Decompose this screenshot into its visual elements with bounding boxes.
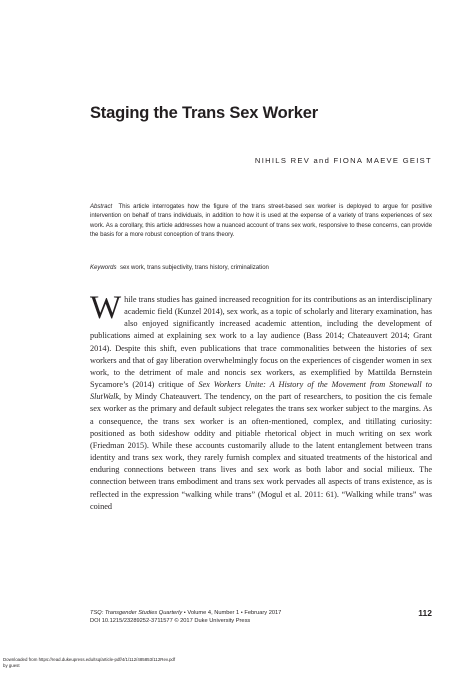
cited-book-title: Sex Workers Unite: A History of the Movement from Stonewall to SlutWalk xyxy=(90,380,432,402)
journal-citation xyxy=(90,609,432,617)
body-paragraph xyxy=(90,290,432,513)
body-text-part-1: hile trans studies has gained increased recognition for its contributions as an interdisciplinary academic field (Kunzel 2014), sex work, as a topic of scholarly and literary examination, has also enjoyed significantly increased academic attention, including the development of publications aimed at explaining sex work to a lay audience (Bass 2014; Chateauvert 2014; Grant 2014). Despite this shift, even publications that trace commonalities between the histories of sex workers and that of gay liberation overwhelmingly focus on the experiences of cisgender women in sex work, to the detriment of male and noncis sex workers, as exemplified by Mattilda Bernstein Sycamore’s (2014) critique of xyxy=(90,295,432,390)
article-title: Staging the Trans Sex Worker xyxy=(90,104,318,122)
journal-issue: • Volume 4, Number 1 • February 2017 xyxy=(182,610,282,616)
drop-cap: W xyxy=(90,290,122,326)
abstract xyxy=(90,203,432,240)
keywords xyxy=(90,264,432,273)
keywords-label: Keywords xyxy=(90,265,117,271)
page-number: 112 xyxy=(418,608,432,618)
abstract-label: Abstract xyxy=(90,204,113,210)
download-note xyxy=(3,657,303,669)
article-authors: NIHILS REV and FIONA MAEVE GEIST xyxy=(254,156,432,165)
body-section xyxy=(90,290,432,513)
abstract-text: This article interrogates how the figure of the trans street-based sex worker is deployed to argue for positive intervention on behalf of trans individuals, in addition to how it is used at the expense of a variety of trans experiences of sex work. As a corollary, this article addresses how a nuanced account of trans sex work, responsive to these concerns, can provide the basis for a more robust conception of trans theory. xyxy=(90,204,432,238)
doi-copyright: DOI 10.1215/23289252-3711577 © 2017 Duke University Press xyxy=(90,618,251,624)
download-url: Downloaded from https://read.dukeupress.edu/tsq/article-pdf/4/1/112/485853/112Rev.pdf xyxy=(3,657,176,662)
journal-name: TSQ: Transgender Studies Quarterly xyxy=(90,610,183,616)
keywords-text: sex work, trans subjectivity, trans history, criminalization xyxy=(119,265,269,271)
download-guest: by guest xyxy=(3,663,20,668)
body-text-part-2: , by Mindy Chateauvert. The tendency, on the part of researchers, to position the cis female sex worker as the primary and default subject relegates the trans sex worker subject to the margins. As a consequence, the trans sex worker is an often-mentioned, complex, and titillating curiosity: positioned as both sideshow oddity and pitiable rhetorical object in much writing on sex work (Friedman 2015). While these accounts customarily allude to the latent entanglement between trans identity and trans sex work, they rarely furnish complex and situated treatments of the historical and enduring connections between trans lives and sex work as both labor and social milieux. The connection between trans embodiment and trans sex work pervades all aspects of trans existence, as is reflected in the expression “walking while trans” (Mogul et al. 2011: 61). “Walking while trans” was coined xyxy=(90,392,432,511)
